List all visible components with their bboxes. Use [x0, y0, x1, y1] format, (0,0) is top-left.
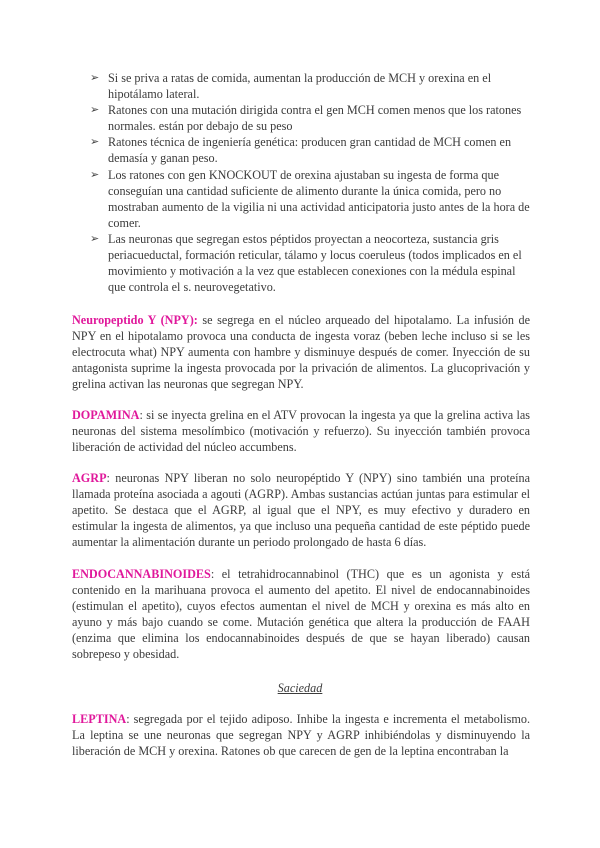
section-heading: Saciedad — [277, 681, 323, 695]
arrow-bullet-icon: ➢ — [90, 167, 100, 181]
paragraph-dopamina: DOPAMINA: si se inyecta grelina en el ATV provocan la ingesta ya que la grelina activa las neuronas del sistema mesolímbico (motivación y refuerzo). Su inyección también provoca liberación de actividad del núcleo accumbens. — [72, 408, 530, 455]
arrow-bullet-icon: ➢ — [90, 135, 100, 149]
term-leptina: LEPTINA — [72, 712, 127, 726]
paragraph-agrp: AGRP: neuronas NPY liberan no solo neuropéptido Y (NPY) sino también una proteína llamada proteína asociada a agouti (AGRP). Ambas sustancias actúan juntas para estimular el apetito. Se destaca que el AGRP, al igual que el NPY, es muy efectivo y duradero en estimular la ingesta de alimentos, ya que incluso una pequeña cantidad de este péptido puede aumentar la alimentación durante un periodo prolongado de hasta 6 días. — [72, 471, 530, 550]
list-item: ➢ Ratones con una mutación dirigida contra el gen MCH comen menos que los ratones normales. están por debajo de su peso — [90, 103, 522, 134]
term-npy: Neuropeptido Y (NPY): — [72, 313, 198, 327]
list-item: ➢ Las neuronas que segregan estos péptidos proyectan a neocorteza, sustancia gris periacueductal, formación reticular, tálamo y locus coeruleus (todos implicados en el movimiento y motivación a la vez que establecen conexiones con la médula espinal que controla el s. neurovegetativo. — [90, 231, 522, 295]
list-item: ➢ Si se priva a ratas de comida, aumentan la producción de MCH y orexina en el hipotálamo lateral. — [90, 71, 492, 102]
list-item: ➢ Ratones técnica de ingeniería genética: producen gran cantidad de MCH comen en demasía y ganan peso. — [90, 135, 512, 166]
arrow-bullet-icon: ➢ — [90, 231, 100, 245]
arrow-bullet-icon: ➢ — [90, 71, 100, 84]
arrow-bullet-icon: ➢ — [90, 103, 100, 117]
paragraph-endocannabinoides: ENDOCANNABINOIDES: el tetrahidrocannabinol (THC) que es un agonista y está contenido en la marihuana provoca el aumento del apetito. El nivel de endocannabinoides (estimulan el apetito), cuyos efectos aumentan el nivel de MCH y orexina es más alto en ayuno y más bajo cuando se come. Mutación genética que altera la producción de FAAH (enzima que elimina los endocannabinoides después de que se hayan liberado) causan sobrepeso y obesidad. — [72, 567, 530, 662]
term-endocannabinoides: ENDOCANNABINOIDES — [72, 567, 211, 581]
paragraph-leptina: LEPTINA: segregada por el tejido adiposo. Inhibe la ingesta e incrementa el metabolismo. La leptina se une neuronas que segregan NPY y AGRP inhibiéndolas y disminuyendo la liberación de MCH y orexina. Ratones ob que carecen de gen de la leptina encontraban la — [72, 712, 530, 759]
term-dopamina: DOPAMINA — [72, 408, 140, 422]
paragraph-npy: Neuropeptido Y (NPY): se segrega en el núcleo arqueado del hipotalamo. La infusión de NPY en el hipotalamo provoca una conducta de ingesta voraz (beben leche incluso si se les electrocuta what) NPY aumenta con hambre y disminuye después de comer. Inyección de su antagonista suprime la ingesta provocada por la privación de alimentos. La glucoprivación y grelina activan las neuronas que segregan NPY. — [72, 313, 530, 392]
list-item: ➢ Los ratones con gen KNOCKOUT de orexina ajustaban su ingesta de forma que conseguían una cantidad suficiente de alimento durante la única comida, pero no mostraban aumento de la vigilia ni una actividad anticipatoria justo antes de la hora de comer. — [90, 167, 530, 230]
term-agrp: AGRP — [72, 471, 107, 485]
bullet-list — [90, 70, 530, 295]
